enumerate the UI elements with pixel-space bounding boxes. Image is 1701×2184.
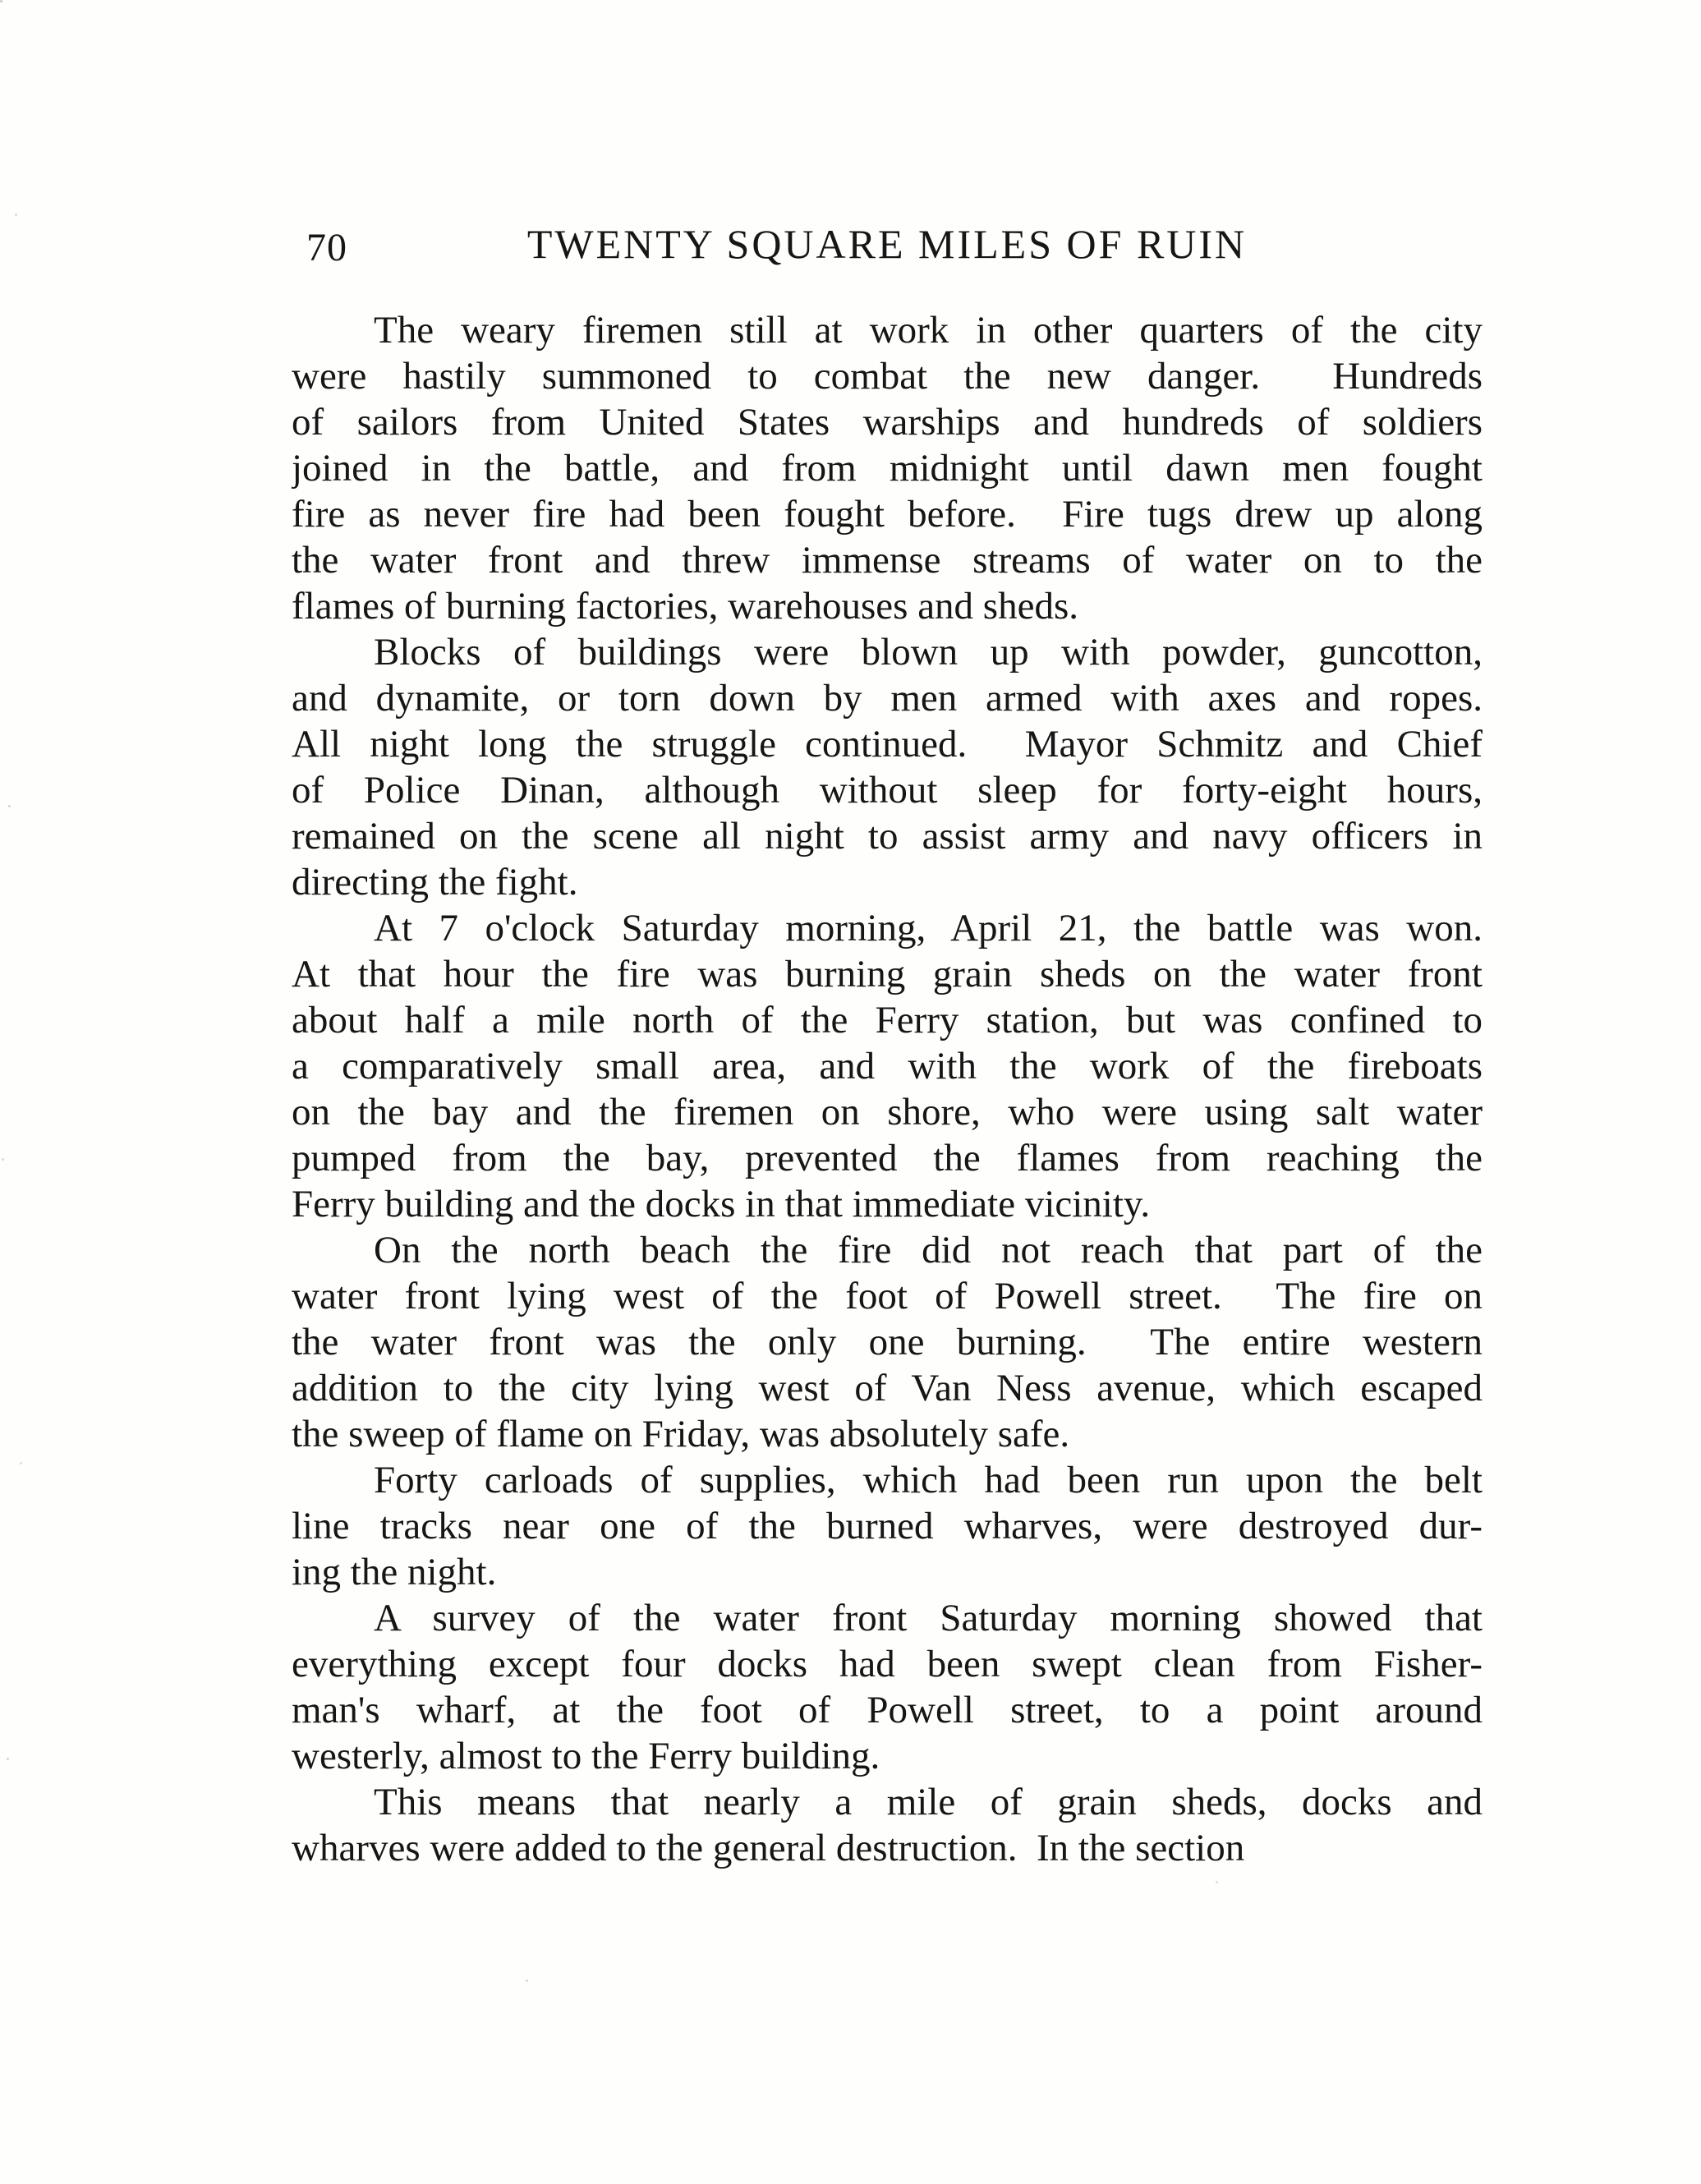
paragraph — [292, 1779, 1483, 1871]
text-line: Ferry building and the docks in that immediate vicinity. — [292, 1183, 1151, 1225]
text-line: At 7 o'clock Saturday morning, April 21, the battle was won. — [374, 907, 1483, 949]
paragraph — [292, 629, 1483, 905]
page-title: TWENTY SQUARE MILES OF RUIN — [526, 221, 1248, 267]
text-line: of Police Dinan, although without sleep for forty-eight hours, — [292, 769, 1483, 812]
text-line: everything except four docks had been swept clean from Fisher- — [292, 1643, 1483, 1685]
text-line: the water front was the only one burning. The entire western — [292, 1321, 1483, 1363]
text-line: wharves were added to the general destruction. In the section — [292, 1827, 1245, 1869]
text-line: westerly, almost to the Ferry building. — [292, 1735, 880, 1777]
text-line: directing the fight. — [292, 861, 578, 903]
text-line: pumped from the bay, prevented the flames from reaching the — [292, 1137, 1483, 1179]
text-line: The weary firemen still at work in other quarters of the city — [374, 309, 1483, 352]
text-line: line tracks near one of the burned wharves, were destroyed dur- — [292, 1505, 1483, 1547]
paragraph — [292, 1227, 1483, 1457]
text-line: a comparatively small area, and with the work of the fireboats — [292, 1045, 1483, 1087]
text-line: on the bay and the firemen on shore, who were using salt water — [292, 1091, 1483, 1133]
text-line: fire as never fire had been fought before. Fire tugs drew up along — [292, 493, 1483, 536]
page-header — [292, 220, 1483, 269]
text-line: Blocks of buildings were blown up with powder, guncotton, — [374, 631, 1483, 674]
text-line: At that hour the fire was burning grain sheds on the water front — [292, 953, 1483, 995]
text-line: joined in the battle, and from midnight until dawn men fought — [292, 447, 1483, 490]
text-line: On the north beach the fire did not reach that part of the — [374, 1229, 1483, 1271]
text-line: of sailors from United States warships and hundreds of soldiers — [292, 401, 1483, 444]
page-number: 70 — [306, 226, 347, 269]
text-line: addition to the city lying west of Van Ness avenue, which escaped — [292, 1367, 1483, 1409]
text-block — [292, 307, 1483, 1871]
scan-noise — [0, 0, 2, 2]
text-line: man's wharf, at the foot of Powell street, to a point around — [292, 1689, 1483, 1731]
text-line: and dynamite, or torn down by men armed with axes and ropes. — [292, 677, 1483, 720]
text-line: ing the night. — [292, 1551, 497, 1593]
paragraph — [292, 905, 1483, 1227]
text-line: were hastily summoned to combat the new danger. Hundreds — [292, 355, 1483, 398]
text-line: A survey of the water front Saturday morning showed that — [374, 1597, 1483, 1639]
text-line: the water front and threw immense streams of water on to the — [292, 539, 1483, 582]
text-line: remained on the scene all night to assist army and navy officers in — [292, 815, 1483, 858]
text-line: flames of burning factories, warehouses and sheds. — [292, 585, 1078, 628]
text-line: Forty carloads of supplies, which had been run upon the belt — [374, 1459, 1483, 1501]
paragraph — [292, 307, 1483, 629]
text-line: the sweep of flame on Friday, was absolutely safe. — [292, 1413, 1070, 1455]
text-line: water front lying west of the foot of Powell street. The fire on — [292, 1275, 1483, 1317]
text-line: All night long the struggle continued. Mayor Schmitz and Chief — [292, 723, 1483, 766]
text-line: This means that nearly a mile of grain sheds, docks and — [374, 1781, 1483, 1823]
paragraph — [292, 1595, 1483, 1779]
paragraph — [292, 1457, 1483, 1595]
text-line: about half a mile north of the Ferry station, but was confined to — [292, 999, 1483, 1041]
